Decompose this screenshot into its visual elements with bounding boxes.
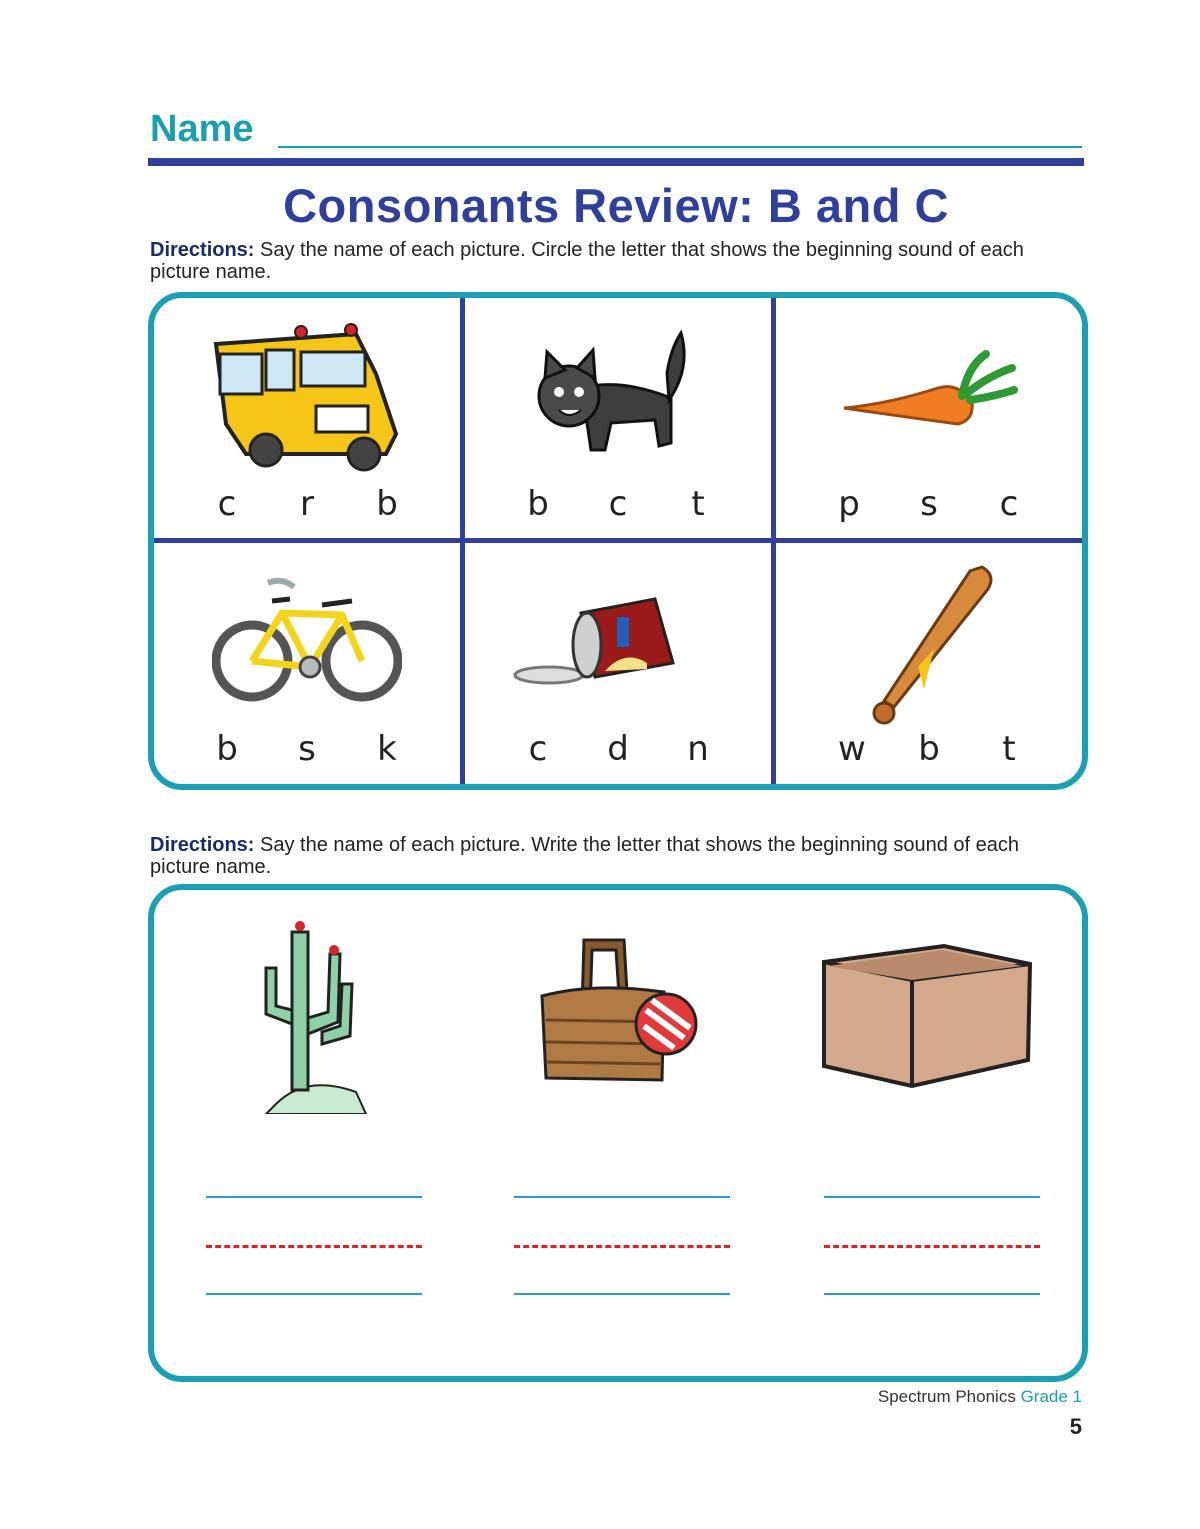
letter-choices: [154, 729, 460, 769]
can-icon: [505, 593, 695, 693]
picture-cell-bicycle: [154, 543, 460, 783]
letter-choice[interactable]: n: [687, 729, 709, 769]
series-name: Spectrum Phonics: [877, 1387, 1016, 1406]
box-icon: [814, 940, 1034, 1090]
picture-cell-bus: [154, 298, 460, 538]
letter-choices: [154, 484, 460, 524]
letter-choice[interactable]: p: [838, 484, 860, 524]
letter-choice[interactable]: b: [527, 484, 549, 524]
directions-text: Say the name of each picture. Circle the letter that shows the beginning sound of each picture name.: [150, 239, 1024, 283]
bottom-line: [824, 1293, 1040, 1295]
name-write-line[interactable]: [278, 146, 1082, 148]
basket-icon: [534, 930, 704, 1090]
directions-text: Say the name of each picture. Write the letter that shows the beginning sound of each picture name.: [150, 834, 1020, 878]
letter-choice[interactable]: s: [298, 729, 316, 769]
bottom-line: [514, 1293, 730, 1295]
letter-choice[interactable]: c: [528, 729, 548, 769]
letter-choice[interactable]: k: [377, 729, 397, 769]
name-label: Name: [150, 108, 254, 150]
picture-cell-carrot: [776, 298, 1082, 538]
middle-dashed-line: [206, 1245, 422, 1248]
letter-choice[interactable]: t: [1002, 729, 1016, 769]
letter-choices: [776, 729, 1082, 769]
picture-cell-can: [465, 543, 771, 783]
bicycle-icon: [212, 573, 402, 703]
letter-choice[interactable]: w: [838, 729, 866, 769]
middle-dashed-line: [514, 1245, 730, 1248]
cat-icon: [531, 328, 701, 468]
letter-choice[interactable]: c: [217, 484, 237, 524]
top-line: [514, 1196, 730, 1198]
letter-choice[interactable]: b: [216, 729, 238, 769]
cactus-icon: [246, 914, 376, 1114]
letter-choice[interactable]: c: [608, 484, 628, 524]
letter-choice[interactable]: b: [376, 484, 398, 524]
letter-choices: [465, 729, 771, 769]
baseball-bat-icon: [864, 557, 1004, 727]
directions-1: [150, 239, 1080, 283]
letter-choices: [776, 484, 1082, 524]
letter-choice[interactable]: r: [300, 484, 314, 524]
letter-choice[interactable]: d: [607, 729, 629, 769]
middle-dashed-line: [824, 1245, 1040, 1248]
picture-cell-bat: [776, 543, 1082, 783]
carrot-icon: [838, 346, 1018, 436]
letter-choice[interactable]: t: [691, 484, 705, 524]
footer-series: [878, 1387, 1082, 1407]
grade-label: Grade 1: [1020, 1387, 1082, 1406]
top-line: [824, 1196, 1040, 1198]
header-rule: [148, 158, 1084, 166]
directions-2: [150, 834, 1080, 878]
page-number: 5: [1069, 1414, 1082, 1439]
school-bus-icon: [206, 314, 402, 474]
letter-choices: [465, 484, 771, 524]
write-letter-panel: [148, 884, 1088, 1382]
top-line: [206, 1196, 422, 1198]
directions-label: Directions:: [150, 834, 255, 856]
letter-choice[interactable]: s: [920, 484, 938, 524]
page-title: Consonants Review: B and C: [283, 179, 949, 232]
letter-choice[interactable]: b: [918, 729, 940, 769]
circle-letter-panel: [148, 292, 1088, 790]
directions-label: Directions:: [150, 239, 255, 261]
letter-choice[interactable]: c: [999, 484, 1019, 524]
picture-cell-cat: [465, 298, 771, 538]
bottom-line: [206, 1293, 422, 1295]
